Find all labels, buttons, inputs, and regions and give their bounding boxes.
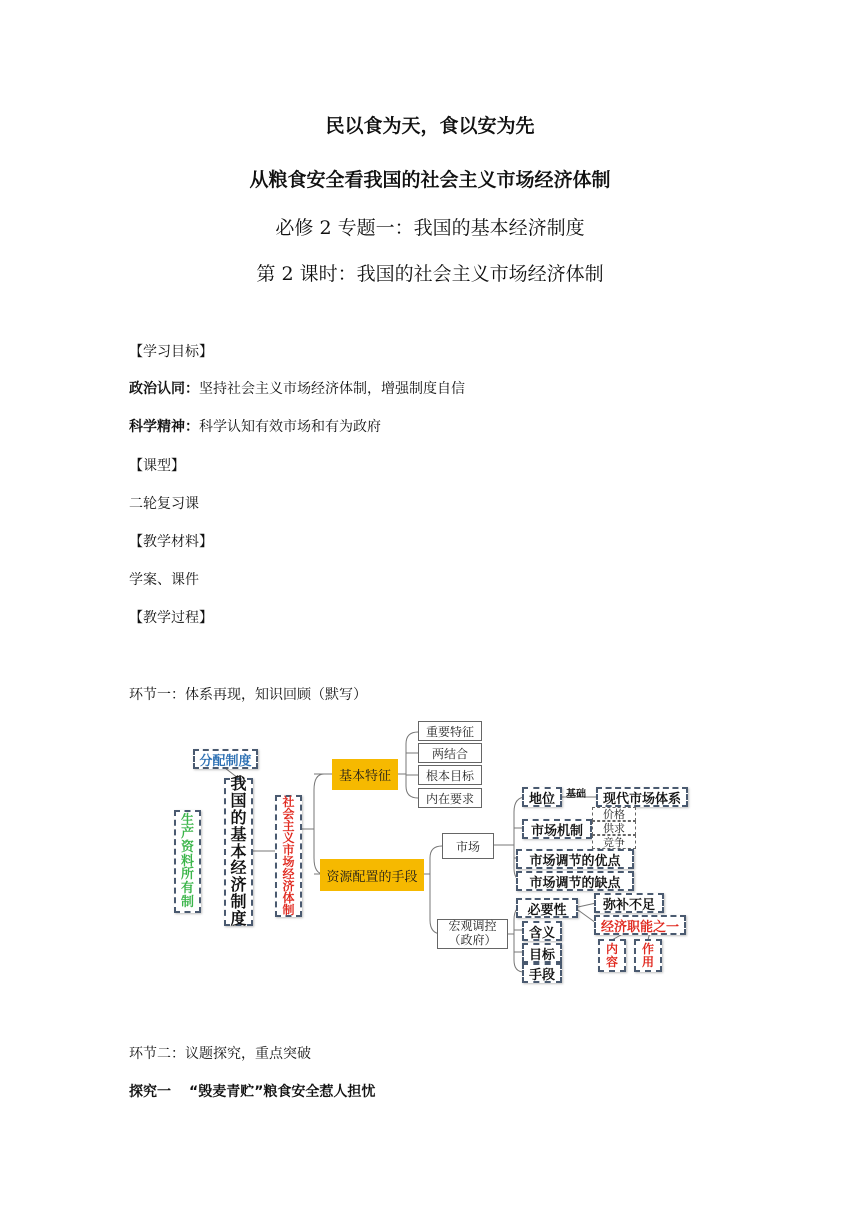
mechanism-competition: 竞争 [592,835,636,849]
explore-1-label: 探究一 [129,1084,171,1100]
process-heading: 【教学过程】 [129,610,213,626]
goals-heading: 【学习目标】 [129,344,213,360]
doc-subtitle-2: 第 2 课时：我国的社会主义市场经济体制 [256,263,604,285]
explore-1-text: “毁麦青贮”粮食安全惹人担忧 [189,1084,376,1100]
goal-2-text: 科学认知有效市场和有为政府 [199,419,381,435]
status-box: 地位 [522,787,562,807]
goal-2-label: 科学精神： [129,419,199,435]
doc-subtitle-1: 必修 2 专题一：我国的基本经济制度 [275,217,585,239]
mechanism-supply-demand: 供求 [592,821,636,835]
foundation-label: 基础 [566,789,586,800]
materials-heading: 【教学材料】 [129,534,213,550]
effect-box: 作 用 [634,939,662,972]
market-advantages-box: 市场调节的优点 [516,849,634,869]
resource-allocation-box: 资源配置的手段 [320,859,424,891]
target-box: 目标 [522,943,562,963]
make-up-box: 弥补不足 [594,893,664,913]
feature-item-requirement: 内在要求 [418,788,482,808]
economic-function-box: 经济职能之一 [594,915,686,935]
type-heading: 【课型】 [129,458,185,474]
explore-1 [129,1081,375,1101]
goal-1-text: 坚持社会主义市场经济体制，增强制度自信 [199,381,465,397]
socialist-market-economy-box: 社 会 主 义 市 场 经 济 体 制 [275,795,302,917]
feature-item-combination: 两结合 [418,743,482,763]
materials-text: 学案、课件 [129,572,199,588]
ownership-system-box: 生 产 资 料 所 有 制 [174,810,201,913]
modern-market-system-box: 现代市场体系 [596,787,688,807]
meaning-box: 含义 [522,921,562,941]
step-2-text: 环节二：议题探究，重点突破 [129,1046,311,1062]
feature-item-important: 重要特征 [418,721,482,741]
market-mechanism-box: 市场机制 [522,819,592,839]
basic-features-box: 基本特征 [332,759,398,790]
goal-1-label: 政治认同： [129,381,199,397]
feature-item-goal: 根本目标 [418,765,482,785]
market-disadvantages-box: 市场调节的缺点 [516,871,634,891]
market-box: 市场 [442,833,494,859]
macro-control-box: 宏观调控 （政府） [437,919,508,949]
mechanism-price: 价格 [592,807,636,821]
type-text: 二轮复习课 [129,496,199,512]
doc-title-1: 民以食为天，食以安为先 [325,115,535,137]
means-box: 手段 [522,963,562,983]
necessity-box: 必要性 [516,898,578,918]
step-1-text: 环节一：体系再现，知识回顾（默写） [129,687,367,703]
basic-economic-system-box: 我 国 的 基 本 经 济 制 度 [224,778,253,926]
distribution-system-box: 分配制度 [193,749,258,769]
content-box: 内 容 [598,939,626,972]
doc-title-2: 从粮食安全看我国的社会主义市场经济体制 [249,169,611,191]
